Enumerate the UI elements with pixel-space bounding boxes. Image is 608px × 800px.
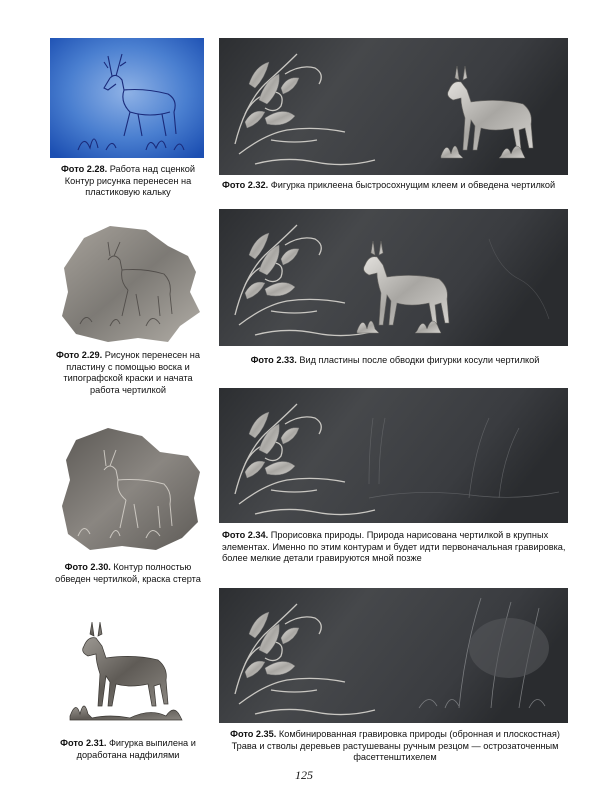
photo-2-31-image [50, 612, 204, 732]
photo-2-33-image [219, 209, 568, 346]
photo-2-32 [219, 38, 568, 175]
caption-2-29 [52, 350, 204, 396]
photo-2-34-image [219, 388, 568, 523]
caption-text: Фигурка выпилена и доработана надфилями [76, 738, 196, 760]
caption-2-34 [222, 530, 568, 565]
caption-2-31 [52, 738, 204, 761]
caption-label: Фото 2.30. [64, 562, 111, 572]
caption-text: Работа над сценкой Контур рисунка перенесен на пластиковую кальку [64, 164, 196, 197]
photo-2-34 [219, 388, 568, 523]
caption-label: Фото 2.35. [230, 729, 277, 739]
caption-text: Комбинированная гравировка природы (обронная и плоскостная) Трава и стволы деревьев растушеваны ручным резцом — острозаточенным фасеттенштихелем [231, 729, 560, 762]
caption-label: Фото 2.34. [222, 530, 269, 540]
caption-2-28 [52, 164, 204, 199]
caption-text: Контур полностью обведен чертилкой, краска стерта [55, 562, 201, 584]
photo-2-29 [50, 216, 204, 344]
photo-2-30-image [50, 422, 204, 554]
caption-text: Рисунок перенесен на пластину с помощью воска и типографской краски и начата работа чертилкой [63, 350, 200, 395]
caption-label: Фото 2.33. [250, 355, 297, 365]
caption-2-32 [222, 180, 568, 192]
caption-2-30 [52, 562, 204, 585]
photo-2-29-image [50, 216, 204, 344]
photo-2-32-image [219, 38, 568, 175]
photo-2-31 [50, 612, 204, 732]
caption-text: Вид пластины после обводки фигурки косули чертилкой [299, 355, 540, 365]
photo-2-28-image [50, 38, 204, 158]
caption-label: Фото 2.29. [56, 350, 103, 360]
page-number: 125 [295, 768, 313, 782]
caption-text: Фигурка приклеена быстросохнущим клеем и обведена чертилкой [270, 180, 556, 190]
caption-label: Фото 2.31. [60, 738, 107, 748]
photo-2-28 [50, 38, 204, 158]
caption-2-33 [222, 355, 568, 367]
photo-2-33 [219, 209, 568, 346]
photo-2-35-image [219, 588, 568, 723]
caption-label: Фото 2.32. [222, 180, 269, 190]
photo-2-35 [219, 588, 568, 723]
caption-2-35 [222, 729, 568, 764]
caption-label: Фото 2.28. [60, 164, 108, 174]
photo-2-30 [50, 422, 204, 554]
caption-text: Прорисовка природы. Природа нарисована чертилкой в крупных элементах. Именно по этим контурам и будет идти первоначальная гравировка, более мелкие детали гравируются мной позже [222, 530, 566, 563]
